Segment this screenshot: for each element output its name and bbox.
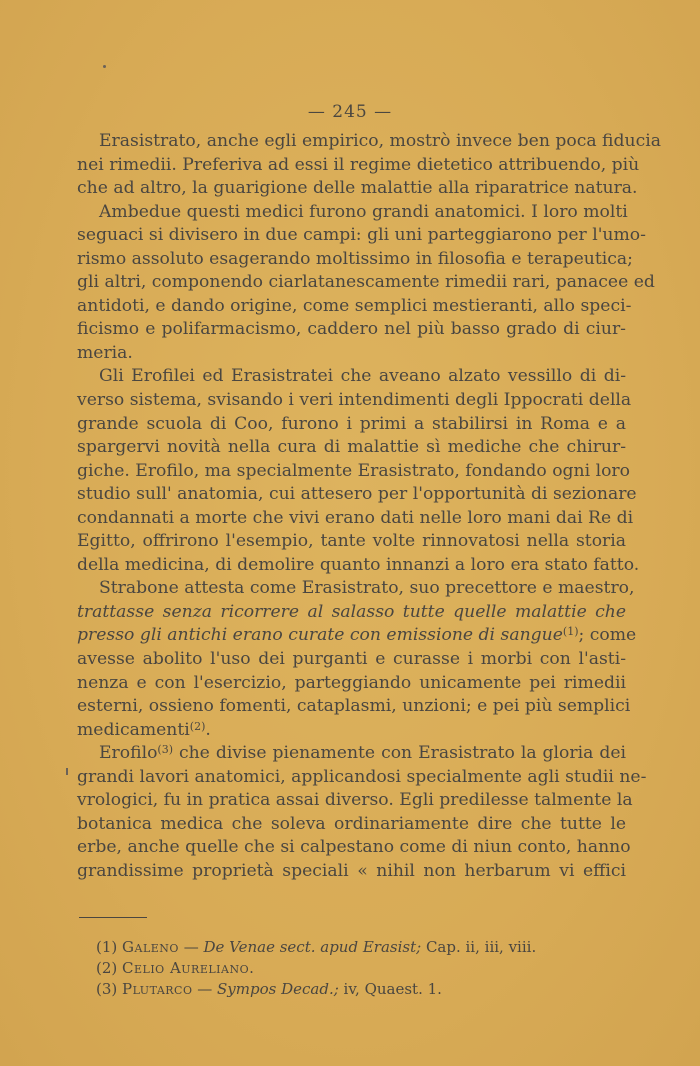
text-line [77,295,632,319]
text-line [77,554,640,578]
footnote-number: (2) [96,959,123,977]
text-line-content: grandissime proprietà speciali « nihil non herbarum vi effici [77,860,626,881]
footnote-author: Plutarco [122,980,193,998]
footnote [96,937,616,958]
text-line [77,766,647,790]
text-line-content: condannati a morte che vivi erano dati nelle loro mani dai Re di [77,507,634,528]
text-line [77,530,626,554]
text-line-content: Egitto, offrirono l'esempio, tante volte rinnovatosi nella storia [77,531,626,552]
text-line [77,224,646,248]
footnote-separator: — [192,980,218,998]
text-line-content: vrologici, fu in pratica assai diverso. Egli predilesse talmente la [77,790,633,811]
text-line-content: che ad altro, la guarigione delle malattie alla riparatrice natura. [77,178,638,199]
text-line [77,601,626,625]
text-line [77,813,626,837]
margin-mark [66,768,68,775]
text-line [77,318,626,342]
text-line [77,342,626,366]
text-line-content: della medicina, di demolire quanto innanzi a loro era stato fatto. [77,554,640,575]
paper-speck [103,65,106,68]
footnote [96,979,616,1000]
text-line [77,719,626,743]
footnote-author: Celio Aureliano. [122,959,255,977]
text-line-continuation: . [205,719,211,740]
text-line-content: gli altri, componendo ciarlatanescamente rimedii rari, panacee ed [77,272,655,293]
body-text [77,130,661,884]
text-line-content: esterni, ossieno fomenti, cataplasmi, unzioni; e pei più semplici [77,696,631,717]
footnote-number: (3) [96,980,123,998]
text-line-content: antidoti, e dando origine, come semplici mestieranti, allo speci- [77,295,632,316]
text-line [77,789,633,813]
text-line [77,695,631,719]
text-line [77,130,661,154]
footnotes [96,937,616,1000]
text-line-content: Strabone attesta come Erasistrato, suo precettore e maestro, [99,578,635,599]
text-line-content: Erofilo [99,743,158,764]
text-line-content: erbe, anche quelle che si calpestano come di niun conto, hanno [77,837,631,858]
footnote-number: (1) [96,938,123,956]
text-line [77,436,626,460]
text-line [77,742,626,766]
text-line-content: ficismo e polifarmacismo, caddero nel più basso grado di ciur- [77,319,626,340]
text-line-content: Erasistrato, anche egli empirico, mostrò invece ben poca fiducia [99,131,661,151]
text-line [77,577,635,601]
text-line-content: avesse abolito l'uso dei purganti e curasse i morbi con l'asti- [77,649,626,670]
text-line [77,271,655,295]
text-line [77,624,637,648]
footnote-reference-detail: Cap. ii, iii, viii. [421,938,537,956]
text-line [77,177,638,201]
text-line-content: nei rimedii. Preferiva ad essi il regime dietetico attribuendo, più [77,154,640,175]
footnote-work-title: De Venae sect. apud Erasist; [203,938,422,956]
text-line-content: verso sistema, svisando i veri intendimenti degli Ippocrati della [77,390,632,411]
footnote-reference: (3) [157,743,174,757]
text-line [77,507,634,531]
text-line [77,483,637,507]
text-line-content: nenza e con l'esercizio, parteggiando unicamente pei rimedii [77,672,626,693]
text-line [77,201,626,225]
text-line [77,365,626,389]
text-line-content: rismo assoluto esagerando moltissimo in filosofia e terapeutica; [77,248,633,269]
footnote-reference: (2) [189,719,206,733]
text-line-content: trattasse senza ricorrere al salasso tutte quelle malattie che [77,601,626,622]
text-line-content: grande scuola di Coo, furono i primi a stabilirsi in Roma e a [77,413,626,434]
text-line-content: presso gli antichi erano curate con emissione di sangue [77,625,563,646]
text-line [77,860,626,884]
text-line-content: giche. Erofilo, ma specialmente Erasistrato, fondando ogni loro [77,460,630,481]
text-line [77,248,633,272]
text-line [77,460,630,484]
text-line [77,672,626,696]
text-line-content: meria. [77,342,133,363]
text-line-content: spargervi novità nella cura di malattie sì mediche che chirur- [77,437,626,458]
text-line-content: studio sull' anatomia, cui attesero per l'opportunità di sezionare [77,484,637,505]
text-line-continuation: ; come [578,625,637,646]
footnote-reference: (1) [562,625,579,639]
text-line [77,648,626,672]
footnote-work-title: Sympos Decad.; [217,980,339,998]
footnote [96,958,616,979]
text-line [77,836,631,860]
footnote-reference-detail: iv, Quaest. 1. [338,980,442,998]
text-line-content: Gli Erofilei ed Erasistratei che aveano alzato vessillo di di- [99,366,626,387]
text-line [77,154,640,178]
text-line-content: grandi lavori anatomici, applicandosi specialmente agli studii ne- [77,766,647,787]
text-line [77,389,632,413]
footnote-author: Galeno [122,938,179,956]
text-line-continuation: che divise pienamente con Erasistrato la gloria dei [173,743,626,764]
text-line-content: Ambedue questi medici furono grandi anatomici. I loro molti [99,201,628,222]
text-line-content: botanica medica che soleva ordinariamente dire che tutte le [77,813,626,834]
footnote-rule [79,917,147,918]
text-line-content: medicamenti [77,719,190,740]
footnote-separator: — [178,938,204,956]
text-line [77,413,626,437]
page-number: — 245 — [307,102,393,122]
text-line-content: seguaci si divisero in due campi: gli uni parteggiarono per l'umo- [77,225,646,246]
